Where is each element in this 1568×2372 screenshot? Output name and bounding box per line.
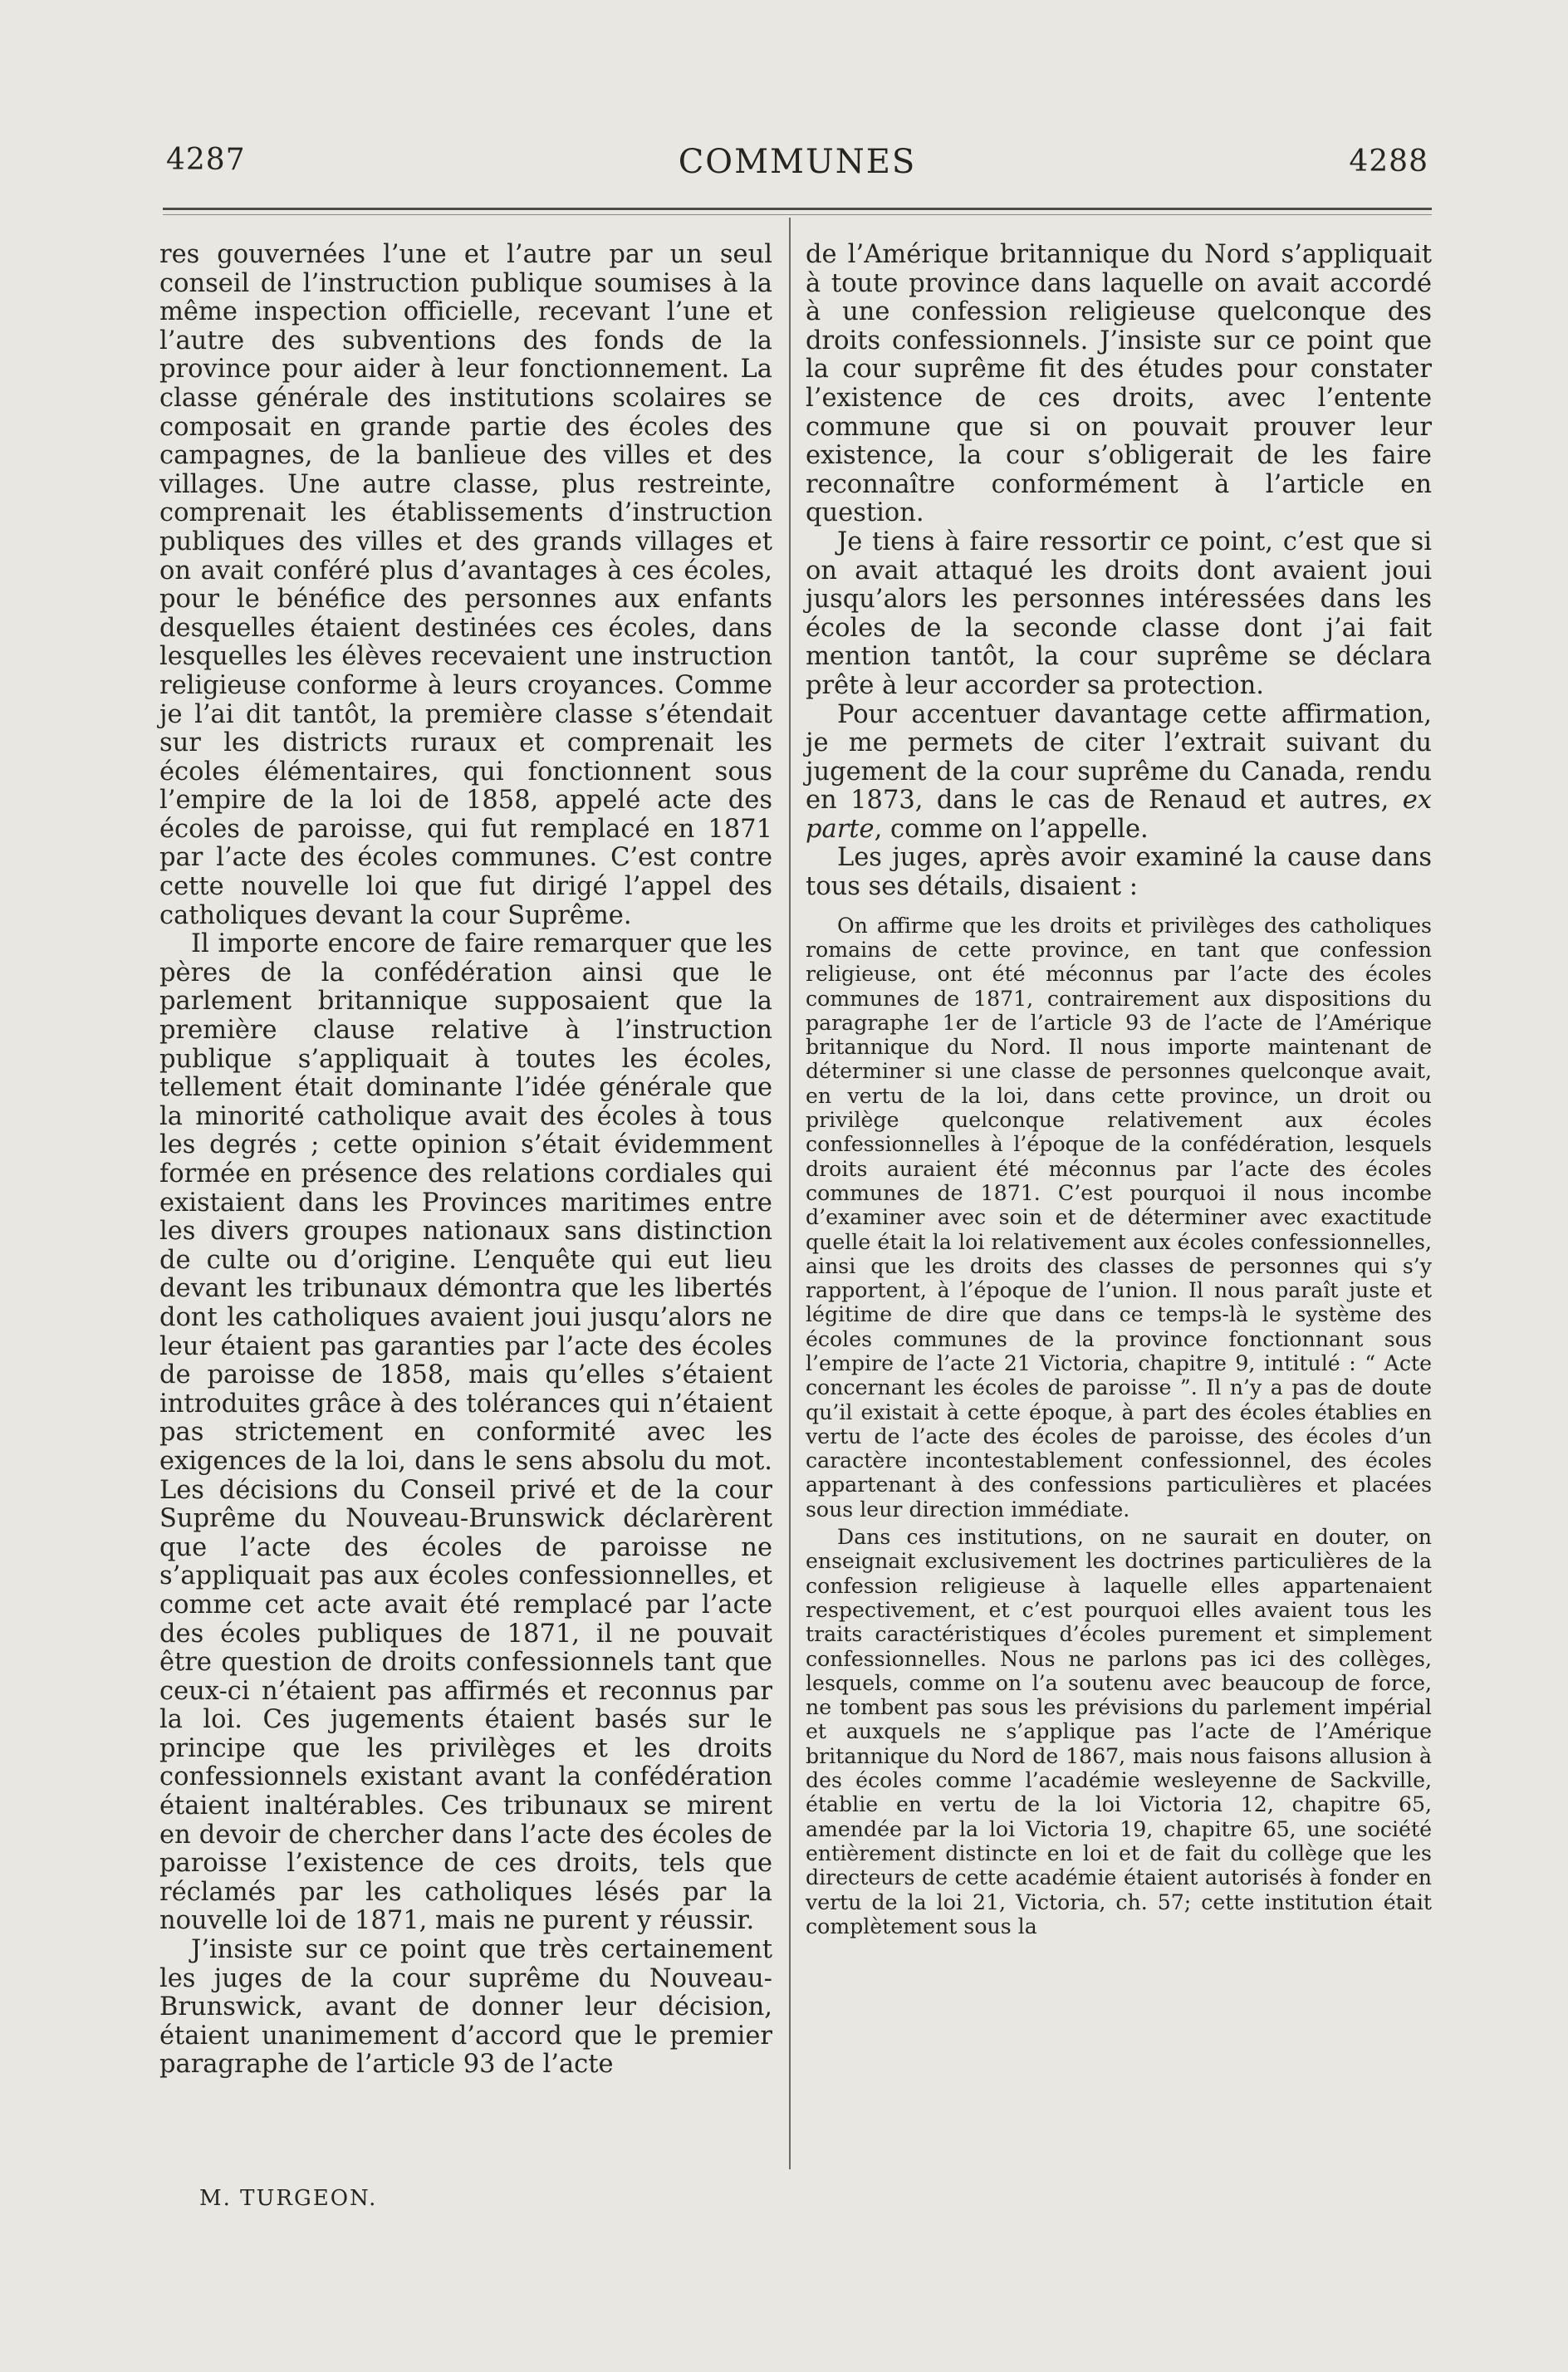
paragraph [806,701,1432,845]
paragraph: de l’Amérique britannique du Nord s’appliquait à toute province dans laquelle on avait accordé à une confession religieuse quelconque des droits confessionnels. J’insiste sur ce point que la cour suprême fit des études pour constater l’existence de ces droits, avec l’entente commune que si on pouvait prouver leur existence, la cour s’obligerait de les faire reconnaître conformément à l’article en question. [806,240,1432,528]
paragraph: Les juges, après avoir examiné la cause dans tous ses détails, disaient : [806,843,1432,902]
italic-text: ex parte [806,786,1432,844]
header-rule [163,208,1432,210]
quotation-paragraph: Dans ces institutions, on ne saurait en douter, on enseignait exclusivement les doctrines particulières de la confession religieuse à laquelle elles appartenaient respectivement, et c’est pourquoi elles avaient tous les traits caractéristiques d’écoles purement et simplement confessionnelles. Nous ne parlons pas ici des collèges, lesquels, comme on l’a soutenu avec beaucoup de force, ne tombent pas sous les prévisions du parlement impérial et auxquels ne s’applique pas l’acte de l’Amérique britannique du Nord de 1867, mais nous faisons allusion à des écoles comme l’académie wesleyenne de Sackville, établie en vertu de la loi Victoria 12, chapitre 65, amendée par la loi Victoria 19, chapitre 65, une société entièrement distincte en loi et de fait du collège que les directeurs de cette académie étaient autorisés à fonder en vertu de la loi 21, Victoria, ch. 57; cette institution était complètement sous la [806,1525,1432,1938]
paragraph: J’insiste sur ce point que très certainement les juges de la cour suprême du Nouveau-Brunswick, avant de donner leur décision, étaient unanimement d’accord que le premier paragraphe de l’article 93 de l’acte [159,1935,772,2080]
page-header [166,143,1428,184]
quotation-paragraph: On affirme que les droits et privilèges des catholiques romains de cette province, en tant que confession religieuse, ont été méconnus par l’acte des écoles communes de 1871, contrairement aux dispositions du paragraphe 1er de l’article 93 de l’acte de l’Amérique britannique du Nord. Il nous importe maintenant de déterminer si une classe de personnes quelconque avait, en vertu de la loi, dans cette province, un droit ou privilège quelconque relativement aux écoles confessionnelles à l’époque de la confédération, lesquels droits auraient été méconnus par l’acte des écoles communes de 1871. C’est pourquoi il nous incombe d’examiner avec soin et de déterminer avec exactitude quelle était la loi relativement aux écoles confessionnelles, ainsi que les droits des classes de personnes qui s’y rapportent, à l’époque de l’union. Il nous paraît juste et légitime de dire que dans ce temps-là le système des écoles communes de la province fonctionnant sous l’empire de l’acte 21 Victoria, chapitre 9, intitulé : “ Acte concernant les écoles de paroisse ”. Il n’y a pas de doute qu’il existait à cette époque, à part des écoles établies en vertu de l’acte des écoles de paroisse, des écoles d’un caractère incontestablement confessionnel, des écoles appartenant à des confessions particulières et placées sous leur direction immédiate. [806,913,1432,1522]
page-number-left: 4287 [166,143,246,177]
page-number-right: 4288 [1349,145,1428,179]
paragraph-text: Pour accentuer davantage cette affirmation, je me permets de citer l’extrait suivant du jugement de la cour suprême du Canada, rendu en 1873, dans le cas de Renaud et autres, [806,699,1432,816]
running-title: COMMUNES [678,143,917,181]
paragraph-text: , comme on l’appelle. [874,814,1149,844]
left-column [159,241,772,2080]
speaker-footer: M. TURGEON. [199,2186,378,2211]
header-rule-thin [163,214,1432,215]
paragraph: res gouvernées l’une et l’autre par un seul conseil de l’instruction publique soumises à la même inspection officielle, recevant l’une et l’autre des subventions des fonds de la province pour aider à leur fonctionnement. La classe générale des institutions scolaires se composait en grande partie des écoles des campagnes, de la banlieue des villes et des villages. Une autre classe, plus restreinte, comprenait les établissements d’instruction publiques des villes et des grands villages et on avait conféré plus d’avantages à ces écoles, pour le bénéfice des personnes aux enfants desquelles étaient destinées ces écoles, dans lesquelles les élèves recevaient une instruction religieuse conforme à leurs croyances. Comme je l’ai dit tantôt, la première classe s’étendait sur les districts ruraux et comprenait les écoles élémentaires, qui fonctionnent sous l’empire de la loi de 1858, appelé acte des écoles de paroisse, qui fut remplacé en 1871 par l’acte des écoles communes. C’est contre cette nouvelle loi que fut dirigé l’appel des catholiques devant la cour Suprême. [159,240,772,930]
right-column [806,241,1432,1938]
paragraph: Je tiens à faire ressortir ce point, c’est que si on avait attaqué les droits dont avaient joui jusqu’alors les personnes intéressées dans les écoles de la seconde classe dont j’ai fait mention tantôt, la cour suprême se déclara prête à leur accorder sa protection. [806,527,1432,700]
paragraph: Il importe encore de faire remarquer que les pères de la confédération ainsi que le parlement britannique supposaient que la première clause relative à l’instruction publique s’appliquait à toutes les écoles, tellement était dominante l’idée générale que la minorité catholique avait des écoles à tous les degrés ; cette opinion s’était évidemment formée en présence des relations cordiales qui existaient dans les Provinces maritimes entre les divers groupes nationaux sans distinction de culte ou d’origine. L’enquête qui eut lieu devant les tribunaux démontra que les libertés dont les catholiques avaient joui jusqu’alors ne leur étaient pas garanties par l’acte des écoles de paroisse de 1858, mais qu’elles s’étaient introduites grâce à des tolérances qui n’étaient pas strictement en conformité avec les exigences de la loi, dans le sens absolu du mot. Les décisions du Conseil privé et de la cour Suprême du Nouveau-Brunswick déclarèrent que l’acte des écoles de paroisse ne s’appliquait pas aux écoles confessionnelles, et comme cet acte avait été remplacé par l’acte des écoles publiques de 1871, il ne pouvait être question de droits confessionnels tant que ceux-ci n’étaient pas affirmés et reconnus par la loi. Ces jugements étaient basés sur le principe que les privilèges et les droits confessionnels existant avant la confédération étaient inaltérables. Ces tribunaux se mirent en devoir de chercher dans l’acte des écoles de paroisse l’existence de ces droits, tels que réclamés par les catholiques lésés par la nouvelle loi de 1871, mais ne purent y réussir. [159,929,772,1936]
column-divider [789,218,791,2169]
